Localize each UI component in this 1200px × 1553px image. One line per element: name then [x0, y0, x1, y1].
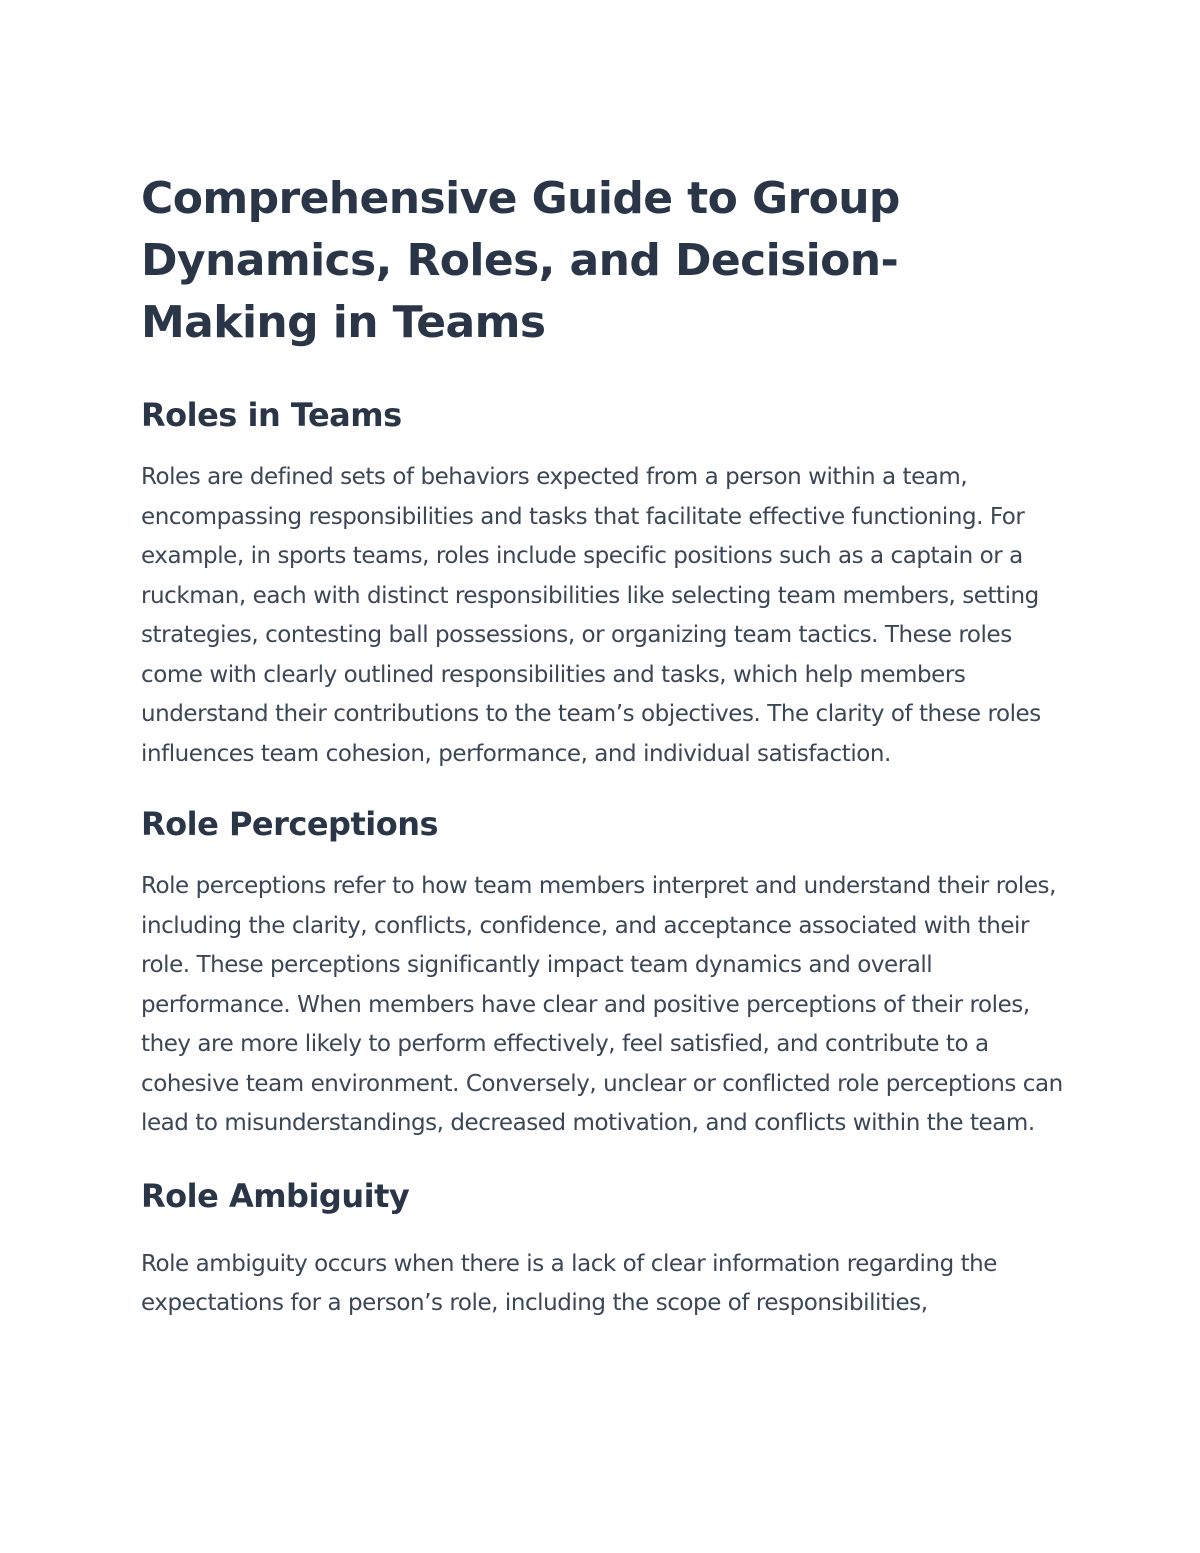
section-heading-role-ambiguity: Role Ambiguity: [141, 1176, 410, 1215]
section-body-role-perceptions: Role perceptions refer to how team members interpret and understand their roles, including the clarity, conflicts, confidence, and acceptance associated with their role. These perceptions significantly impact team dynamics and overall performance. When members have clear and positive perceptions of their roles, they are more likely to perform effectively, feel satisfied, and contribute to a cohesive team environment. Conversely, unclear or conflicted role perceptions can lead to misunderstandings, decreased motivation, and conflicts within the team.: [141, 873, 1063, 1136]
document-title: Comprehensive Guide to Group Dynamics, Roles, and Decision-Making in Teams: [141, 173, 900, 348]
document-page: [141, 168, 1071, 1324]
section-heading-roles-in-teams: Roles in Teams: [141, 396, 402, 434]
section-body-roles-in-teams: Roles are defined sets of behaviors expected from a person within a team, encompassing responsibilities and tasks that facilitate effective functioning. For example, in sports teams, roles include specific positions such as a captain or a ruckman, each with distinct responsibilities like selecting team members, setting strategies, contesting ball possessions, or organizing team tactics. These roles come with clearly outlined responsibilities and tasks, which help members understand their contributions to the team’s objectives. The clarity of these roles influences team cohesion, performance, and individual satisfaction.: [141, 464, 1041, 767]
section-heading-role-perceptions: Role Perceptions: [141, 805, 439, 843]
section-body-role-ambiguity: Role ambiguity occurs when there is a lack of clear information regarding the expectations for a person’s role, including the scope of responsibilities,: [141, 1250, 997, 1316]
